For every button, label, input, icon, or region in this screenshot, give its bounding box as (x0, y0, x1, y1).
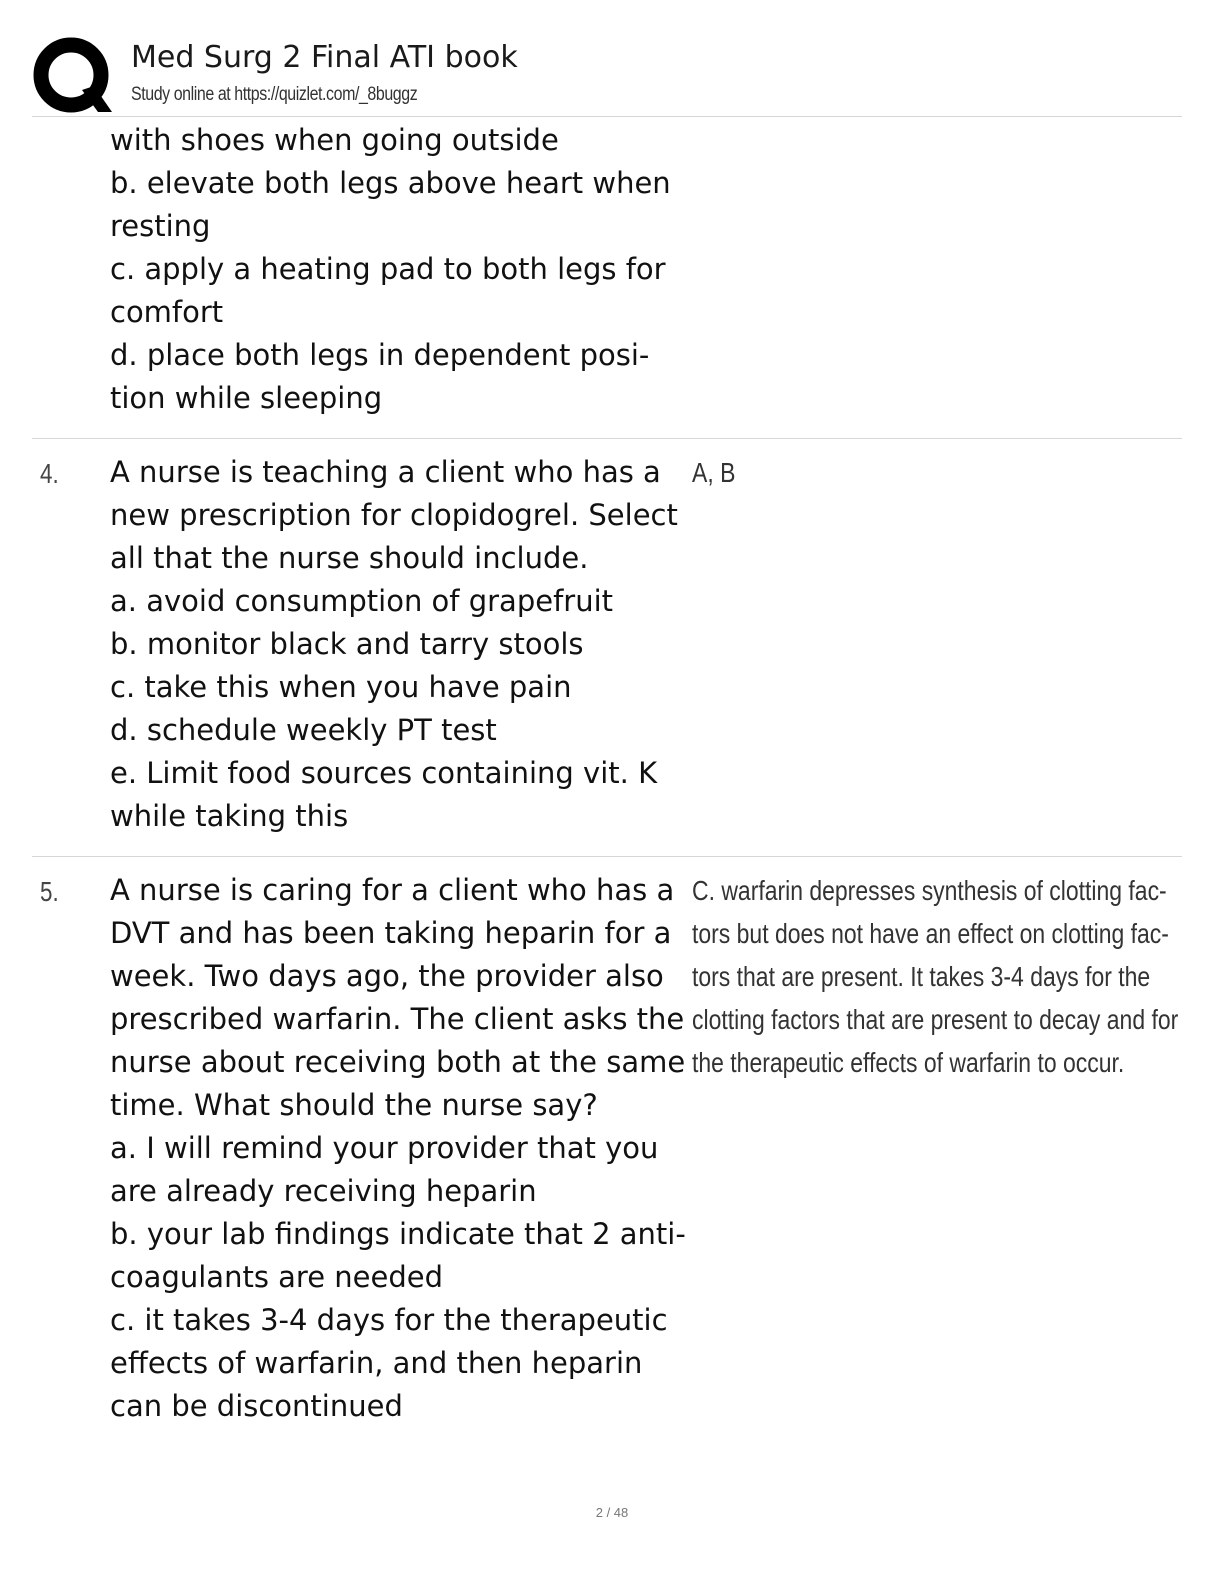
question-line: A nurse is teaching a client who has a (110, 455, 661, 489)
question-line: all that the nurse should include. (110, 541, 589, 575)
question-line: coagulants are needed (110, 1260, 443, 1294)
question-line: b. your lab findings indicate that 2 anti- (110, 1217, 686, 1251)
header-divider (32, 116, 1182, 117)
question-line: d. place both legs in dependent posi- (110, 338, 650, 372)
answer-line: C. warfarin depresses synthesis of clotting fac- (692, 875, 1167, 906)
question-divider (32, 438, 1182, 439)
answer-text (692, 451, 735, 494)
question-line: d. schedule weekly PT test (110, 713, 497, 747)
question-line: b. elevate both legs above heart when (110, 166, 671, 200)
question-line: nurse about receiving both at the same (110, 1045, 686, 1079)
quizlet-q-logo-icon (32, 36, 112, 116)
question-line: with shoes when going outside (110, 123, 559, 157)
question-line: week. Two days ago, the provider also (110, 959, 664, 993)
question-line: c. apply a heating pad to both legs for (110, 252, 666, 286)
page-number: 2 / 48 (595, 1505, 629, 1520)
question-line: resting (110, 209, 211, 243)
question-line: a. avoid consumption of grapefruit (110, 584, 614, 618)
answer-line: tors but does not have an effect on clotting fac- (692, 918, 1169, 949)
question-line: a. I will remind your provider that you (110, 1131, 659, 1165)
answer-line: tors that are present. It takes 3-4 days for the (692, 961, 1151, 992)
question-line: effects of warfarin, and then heparin (110, 1346, 643, 1380)
answer-text (692, 869, 1178, 1084)
study-online-link[interactable]: Study online at https://quizlet.com/_8buggz (131, 84, 418, 105)
question-line: e. Limit food sources containing vit. K (110, 756, 658, 790)
question-line: time. What should the nurse say? (110, 1088, 598, 1122)
answer-line: the therapeutic effects of warfarin to occur. (692, 1047, 1125, 1078)
question-line: can be discontinued (110, 1389, 403, 1423)
question-line: while taking this (110, 799, 349, 833)
question-line: are already receiving heparin (110, 1174, 537, 1208)
question-text (110, 451, 690, 838)
continued-question-text (110, 119, 690, 420)
document-title: Med Surg 2 Final ATI book (131, 40, 518, 75)
answer-line: A, B (692, 457, 736, 488)
question-line: DVT and has been taking heparin for a (110, 916, 672, 950)
question-number: 5. (40, 876, 59, 907)
answer-line: clotting factors that are present to decay and for (692, 1004, 1179, 1035)
question-line: A nurse is caring for a client who has a (110, 873, 675, 907)
question-line: b. monitor black and tarry stools (110, 627, 584, 661)
page-header (32, 30, 1182, 116)
question-divider (32, 856, 1182, 857)
question-line: new prescription for clopidogrel. Select (110, 498, 678, 532)
question-line: tion while sleeping (110, 381, 383, 415)
question-line: comfort (110, 295, 224, 329)
question-number: 4. (40, 458, 59, 489)
question-line: c. it takes 3-4 days for the therapeutic (110, 1303, 668, 1337)
question-text (110, 869, 690, 1428)
question-line: prescribed warfarin. The client asks the (110, 1002, 685, 1036)
question-line: c. take this when you have pain (110, 670, 572, 704)
